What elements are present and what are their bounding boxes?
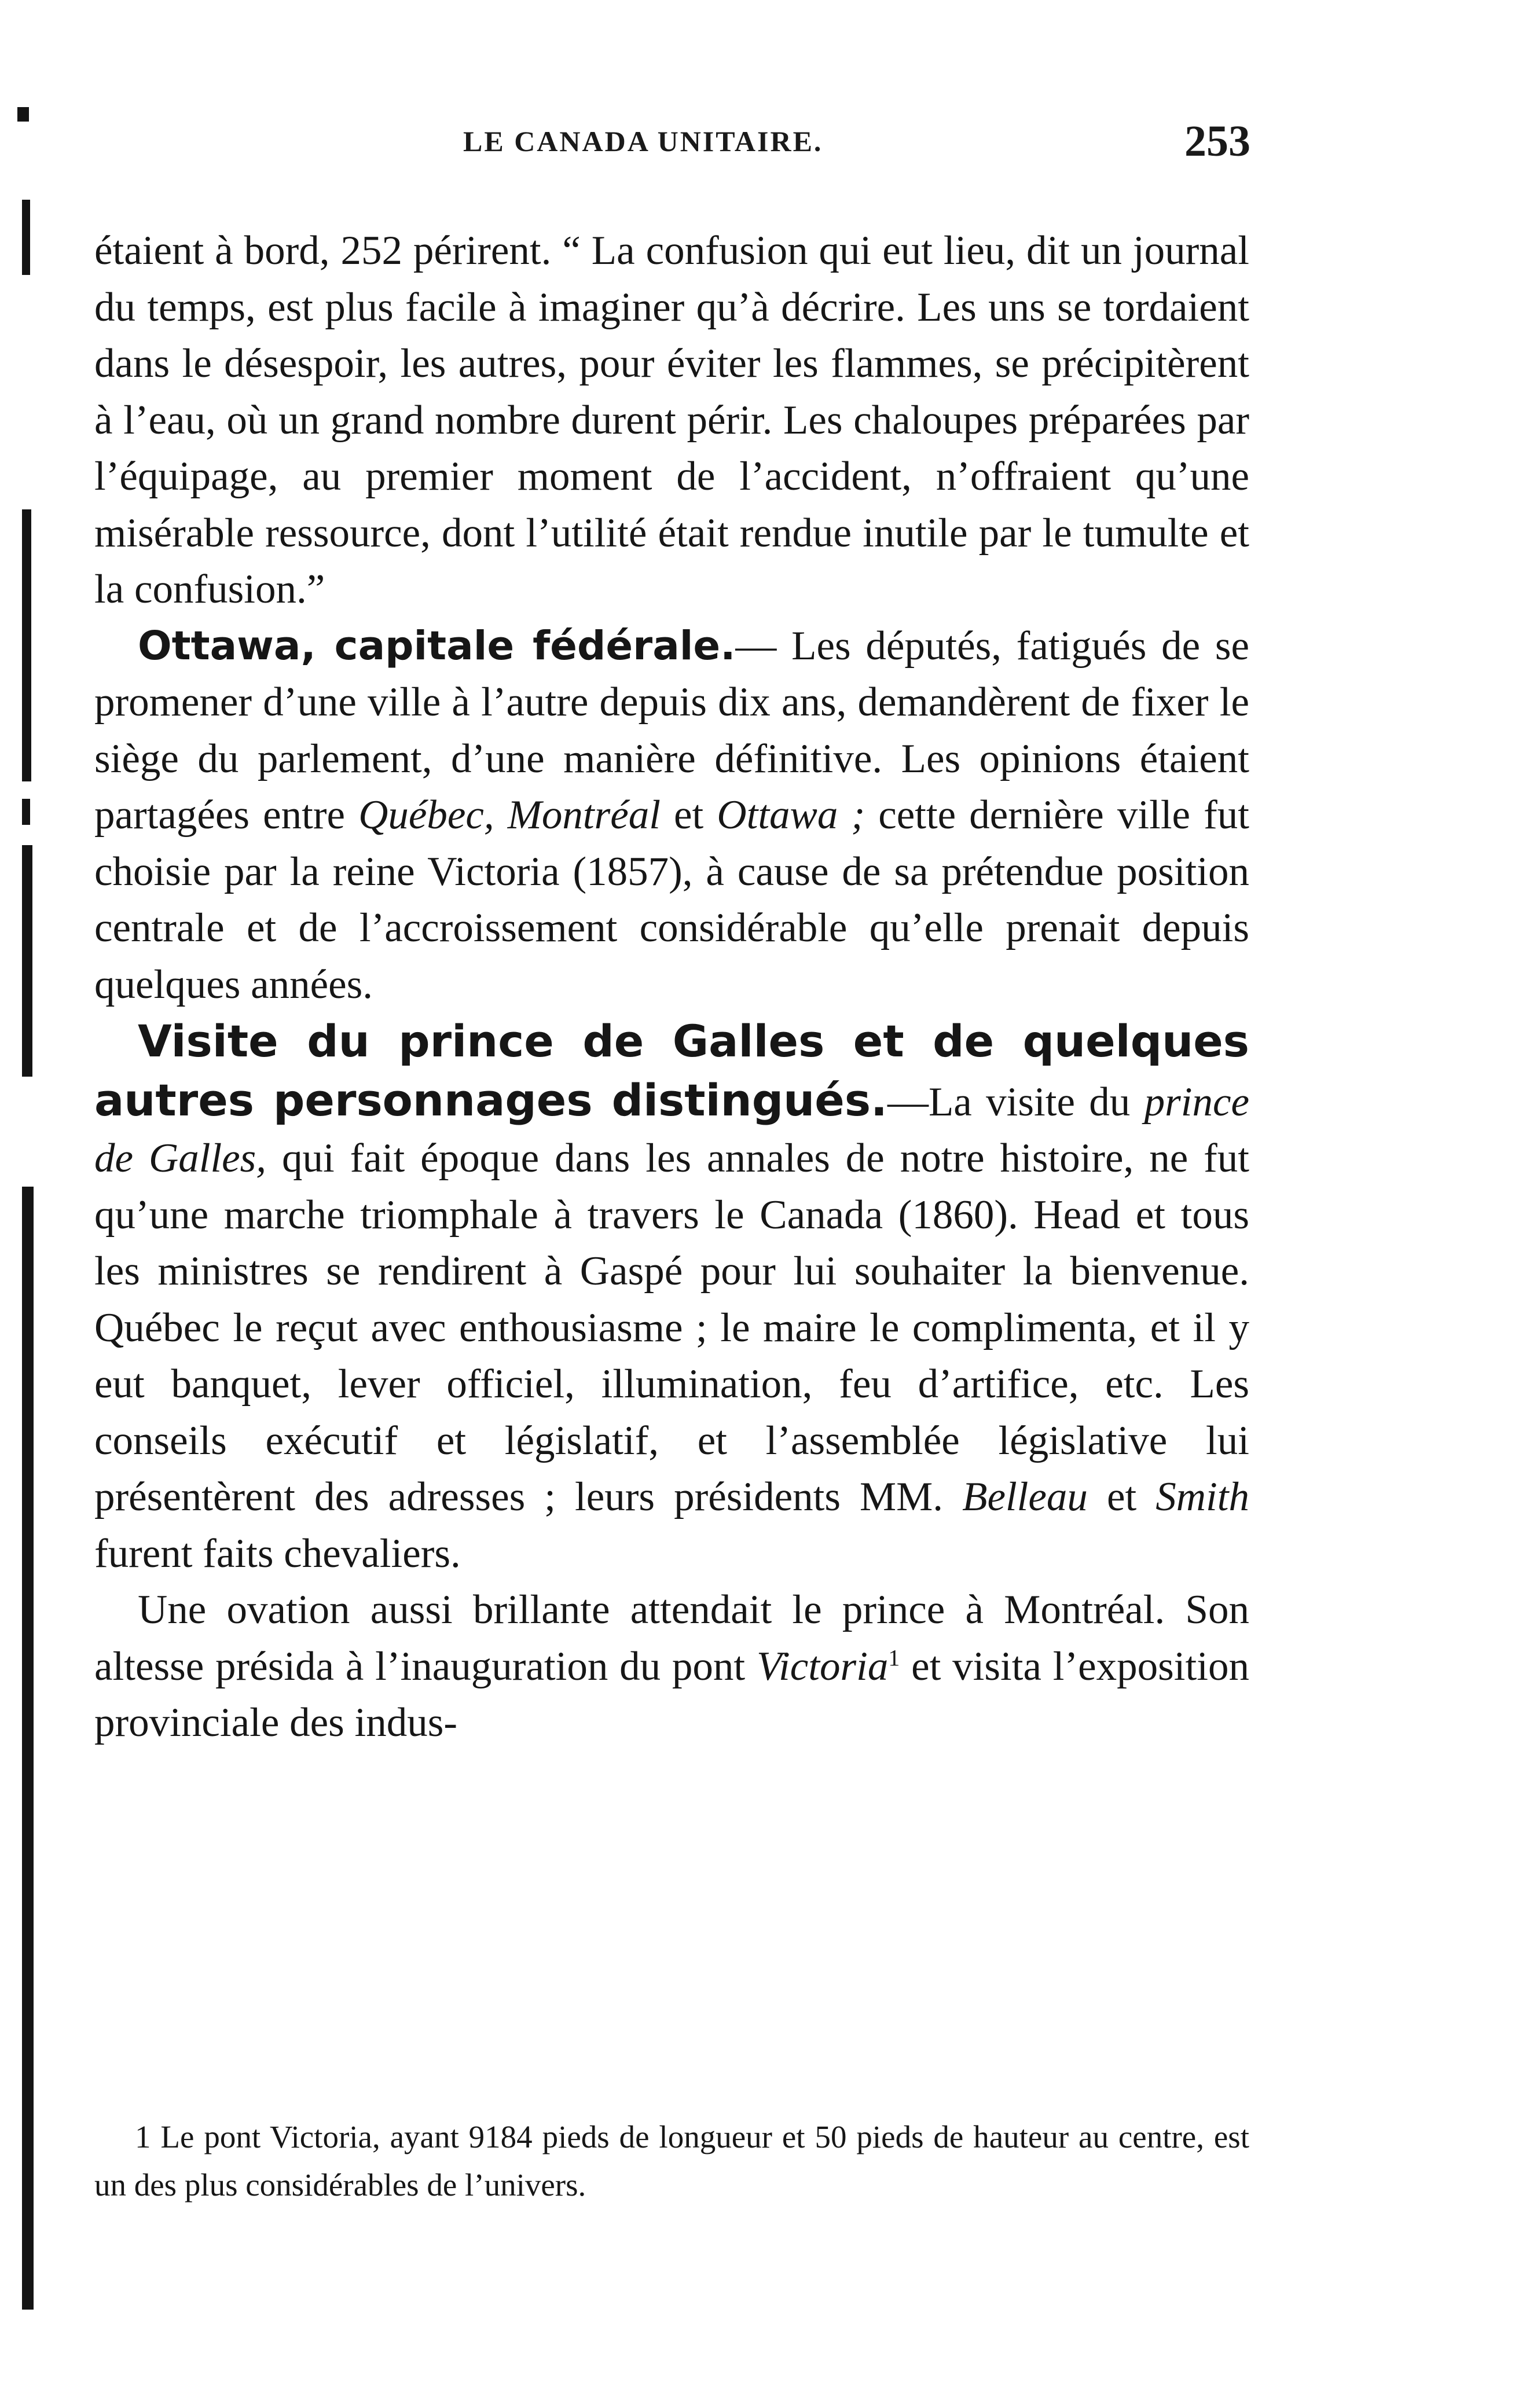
page-number: 253 <box>1184 117 1250 166</box>
section-text: Une ovation aussi brillante attendait le prince à Montréal. Son altesse présida à l’inauguration du pont <box>94 1587 1249 1689</box>
running-title: LE CANADA UNITAIRE. <box>463 125 823 157</box>
person-name: Belleau <box>962 1474 1088 1519</box>
section-text: et <box>660 792 717 838</box>
section-text: —La visite du <box>887 1079 1145 1125</box>
section-text: furent faits chevaliers. <box>94 1530 461 1576</box>
footnote-text: Le pont Victoria, ayant 9184 pieds de longueur et 50 pieds de hauteur au centre, est un des plus considérables de l’univers. <box>94 2119 1249 2203</box>
scan-mark <box>22 845 32 1077</box>
paragraph-montreal <box>94 1582 1249 1752</box>
paragraph: étaient à bord, 252 périrent. “ La confusion qui eut lieu, dit un journal du temps, est plus facile à imaginer qu’à décrire. Les uns se tordaient dans le désespoir, les autres, pour éviter les flammes, se précipitèrent à l’eau, où un grand nombre durent périr. Les chaloupes préparées par l’équipage, au premier moment de l’accident, n’offraient qu’une misérable ressource, dont l’utilité était rendue inutile par le tumulte et la confusion.” <box>94 228 1249 612</box>
section-ottawa <box>94 618 1249 1014</box>
section-title: Ottawa, capitale fédérale. <box>138 622 736 669</box>
section-title: Visite du prince de Galles et de quelques autres personnages distingués. <box>94 1015 1249 1126</box>
section-text: — Les députés, fatigués de se promener d’une ville à l’autre depuis dix ans, demandèrent de fixer le siège du parlement, d’une manière définitive. Les opinions étaient partagées entre <box>94 623 1249 838</box>
section-text: et visita l’exposition provinciale des indus- <box>94 1643 1249 1745</box>
footnote-number: 1 <box>135 2119 151 2154</box>
scan-mark <box>22 200 30 275</box>
scan-mark <box>22 799 30 825</box>
city-name: Ottawa ; <box>717 792 865 838</box>
scan-mark <box>22 1187 34 2310</box>
city-names: Québec, Montréal <box>358 792 661 838</box>
scan-mark <box>22 509 31 781</box>
section-prince <box>94 1013 1249 1582</box>
page-header <box>93 117 1250 171</box>
person-name: prince de Galles, <box>94 1079 1249 1181</box>
section-text: cette dernière ville fut choisie par la reine Victoria (1857), à cause de sa prétendue position centrale et de l’accroissement considérable qu’elle prenait depuis quelques années. <box>94 792 1249 1007</box>
bridge-name: Victoria <box>756 1643 889 1689</box>
section-text: et <box>1087 1474 1156 1519</box>
person-name: Smith <box>1155 1474 1249 1519</box>
body-text <box>94 223 1249 1752</box>
scan-mark <box>17 107 29 122</box>
section-text: qui fait époque dans les annales de notre histoire, ne fut qu’une marche triomphale à travers le Canada (1860). Head et tous les ministres se rendirent à Gaspé pour lui souhaiter la bienvenue. Québec le reçut avec enthousiasme ; le maire le complimenta, et il y eut banquet, lever officiel, illumination, feu d’artifice, etc. Les conseils exécutif et législatif, et l’assemblée législative lui présentèrent des adresses ; leurs présidents MM. <box>94 1136 1249 1519</box>
footnote <box>94 2113 1249 2209</box>
footnote-reference: 1 <box>888 1644 900 1671</box>
